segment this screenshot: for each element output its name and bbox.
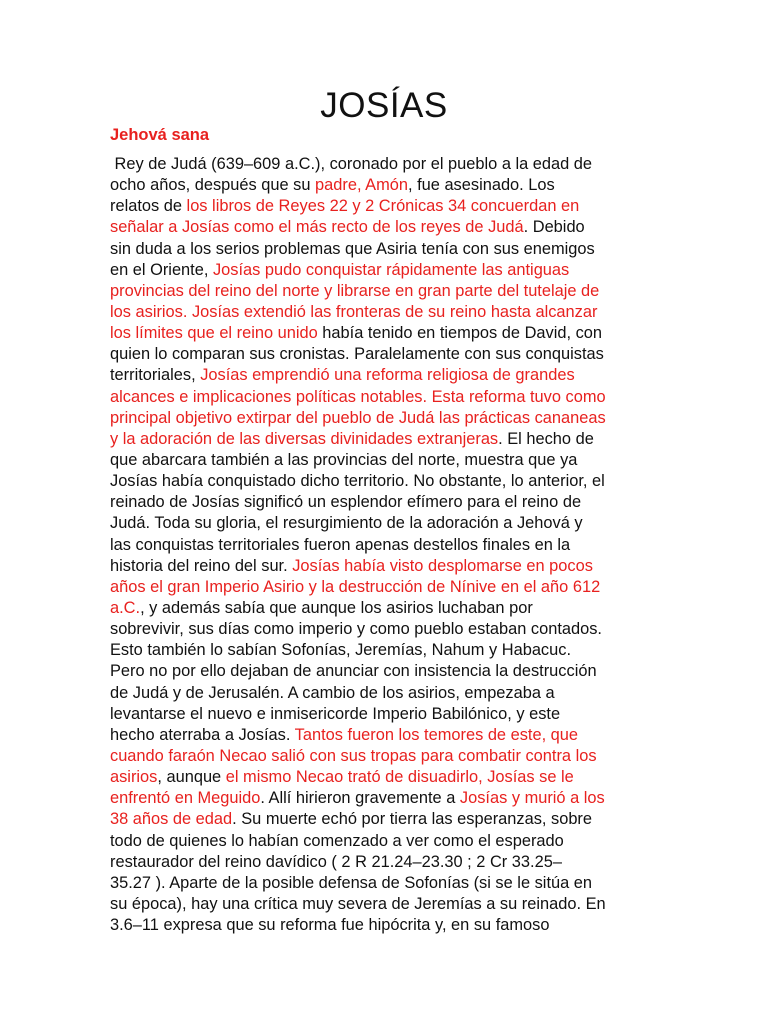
text-segment: . El hecho de <box>498 429 594 448</box>
text-segment: ocho años, después que su <box>110 176 316 195</box>
text-line <box>110 683 660 704</box>
highlighted-text: padre, Amón <box>315 176 408 195</box>
text-line <box>110 598 660 619</box>
highlighted-text: cuando faraón Necao salió con sus tropas para combatir contra los <box>110 746 597 765</box>
text-segment: relatos de <box>110 197 187 216</box>
text-line <box>110 556 660 577</box>
text-segment: . Debido <box>523 218 585 237</box>
highlighted-text: principal objetivo extirpar del pueblo de Judá las prácticas cananeas <box>110 408 606 427</box>
text-line <box>110 492 660 513</box>
text-line <box>110 577 660 598</box>
text-segment: . Allí hirieron gravemente a <box>260 789 460 808</box>
text-line <box>110 640 660 661</box>
highlighted-text: a.C. <box>110 598 141 617</box>
text-line <box>110 704 660 725</box>
text-segment: todo de quienes lo habían comenzado a ver como el esperado <box>110 831 564 850</box>
highlighted-text: señalar a Josías como el más recto de los reyes de Judá <box>110 218 524 237</box>
highlighted-text: Josías pudo conquistar rápidamente las antiguas <box>212 260 570 279</box>
text-line <box>110 239 660 260</box>
text-segment: 35.27 ). Aparte de la posible defensa de Sofonías (si se le sitúa en <box>110 873 593 892</box>
text-line <box>110 281 660 302</box>
highlighted-text: y la adoración de las diversas divinidades extranjeras <box>110 429 499 448</box>
highlighted-text: asirios <box>110 768 158 787</box>
text-line <box>110 387 660 408</box>
text-segment: Pero no por ello dejaban de anunciar con insistencia la destrucción <box>110 662 597 681</box>
highlighted-text: alcances e implicaciones políticas notables. Esta reforma tuvo como <box>110 387 606 406</box>
text-segment: que abarcara también a las provincias del norte, muestra que ya <box>110 450 578 469</box>
text-line <box>110 450 660 471</box>
document-subtitle: Jehová sana <box>110 126 210 144</box>
text-segment: quien lo comparan sus cronistas. Paralelamente con sus conquistas <box>110 345 604 364</box>
text-line <box>110 408 660 429</box>
text-segment: hecho aterraba a Josías. <box>110 725 295 744</box>
text-line <box>110 746 660 767</box>
text-line <box>110 154 660 175</box>
text-segment: reinado de Josías significó un esplendor efímero para el reino de <box>110 493 582 512</box>
text-segment: Rey de Judá (639–609 a.C.), coronado por el pueblo a la edad de <box>110 155 593 173</box>
text-line <box>110 809 660 830</box>
text-segment: sobrevivir, sus días como imperio y como pueblo estaban contados. <box>110 620 602 639</box>
highlighted-text: enfrentó en Meguido <box>110 789 261 808</box>
text-line <box>110 429 660 450</box>
text-line <box>110 831 660 852</box>
highlighted-text: Josías y murió a los <box>459 789 605 808</box>
highlighted-text: Josías había visto desplomarse en pocos <box>292 556 593 575</box>
text-segment: las conquistas territoriales fueron apenas destellos finales en la <box>110 535 571 554</box>
highlighted-text: los libros de Reyes 22 y 2 Crónicas 34 concuerdan en <box>186 197 580 216</box>
document-title: JOSÍAS <box>320 86 448 125</box>
text-segment: había tenido en tiempos de David, con <box>317 324 603 343</box>
text-line <box>110 344 660 365</box>
text-line <box>110 217 660 238</box>
text-line <box>110 535 660 556</box>
highlighted-text: años el gran Imperio Asirio y la destrucción de Nínive en el año 612 <box>110 577 601 596</box>
text-line <box>110 894 660 915</box>
text-segment: restaurador del reino davídico ( 2 R 21.24–23.30 ; 2 Cr 33.25– <box>110 852 562 871</box>
text-line <box>110 471 660 492</box>
text-segment: , fue asesinado. Los <box>408 176 555 195</box>
text-line <box>110 767 660 788</box>
text-segment: 3.6–11 expresa que su reforma fue hipócrita y, en su famoso <box>110 916 550 935</box>
highlighted-text: 38 años de edad <box>110 810 233 829</box>
text-line <box>110 260 660 281</box>
text-segment: en el Oriente, <box>110 260 213 279</box>
highlighted-text: los asirios. Josías extendió las fronteras de su reino hasta alcanzar <box>110 302 598 321</box>
text-segment: levantarse el nuevo e inmisericorde Imperio Babilónico, y este <box>110 704 561 723</box>
text-line <box>110 915 660 936</box>
text-line <box>110 323 660 344</box>
text-segment: de Judá y de Jerusalén. A cambio de los asirios, empezaba a <box>110 683 555 702</box>
highlighted-text: el mismo Necao trató de disuadirlo, Josías se le <box>225 768 574 787</box>
text-segment: su época), hay una crítica muy severa de Jeremías a su reinado. En <box>110 894 606 913</box>
text-line <box>110 788 660 809</box>
text-line <box>110 365 660 386</box>
text-line <box>110 196 660 217</box>
text-segment: , y además sabía que aunque los asirios luchaban por <box>140 598 533 617</box>
text-line <box>110 302 660 323</box>
text-segment: territoriales, <box>110 366 201 385</box>
text-line <box>110 661 660 682</box>
text-segment: , aunque <box>157 768 226 787</box>
body-paragraph <box>110 154 660 936</box>
text-line <box>110 619 660 640</box>
text-segment: historia del reino del sur. <box>110 556 293 575</box>
text-segment: Esto también lo sabían Sofonías, Jeremías, Nahum y Habacuc. <box>110 641 571 660</box>
text-line <box>110 725 660 746</box>
text-line <box>110 852 660 873</box>
text-segment: Josías había conquistado dicho territorio. No obstante, lo anterior, el <box>110 472 605 491</box>
highlighted-text: Tantos fueron los temores de este, que <box>294 725 579 744</box>
highlighted-text: los límites que el reino unido <box>110 324 318 343</box>
text-line <box>110 175 660 196</box>
text-line <box>110 513 660 534</box>
text-line <box>110 873 660 894</box>
text-segment: Judá. Toda su gloria, el resurgimiento de la adoración a Jehová y <box>110 514 583 533</box>
text-segment: . Su muerte echó por tierra las esperanzas, sobre <box>232 810 593 829</box>
highlighted-text: Josías emprendió una reforma religiosa de grandes <box>200 366 575 385</box>
text-segment: sin duda a los serios problemas que Asiria tenía con sus enemigos <box>110 239 595 258</box>
highlighted-text: provincias del reino del norte y librarse en gran parte del tutelaje de <box>110 281 600 300</box>
